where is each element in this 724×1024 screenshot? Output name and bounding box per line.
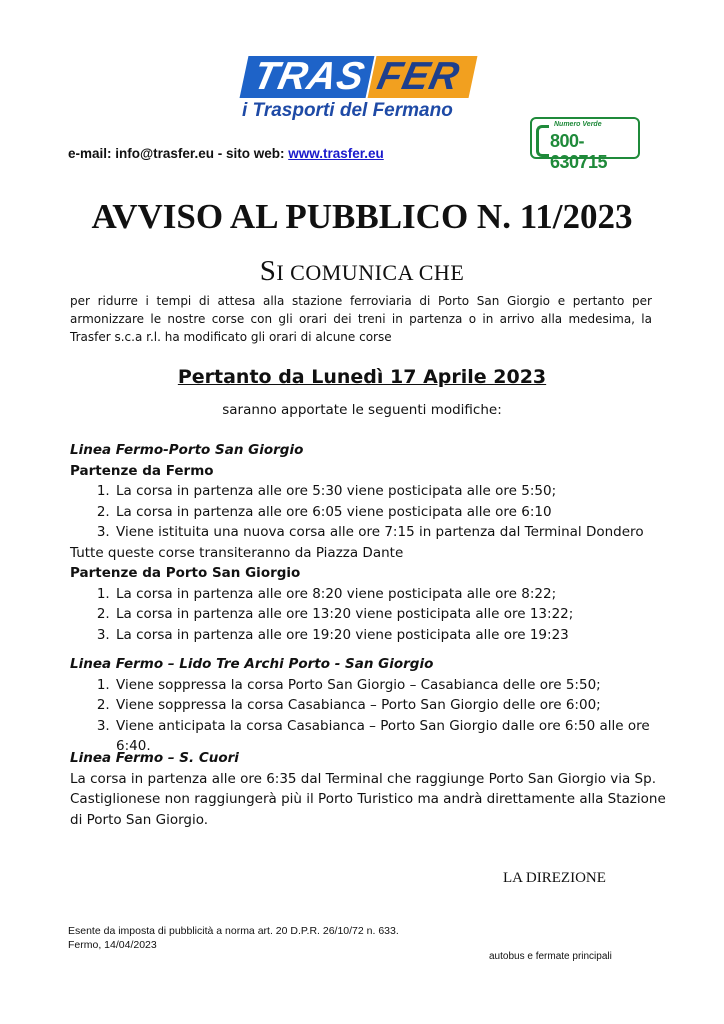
line-section-lido-tre-archi xyxy=(70,654,670,757)
line-title: Linea Fermo – S. Cuori xyxy=(70,750,239,766)
contact-email-text: e-mail: info@trasfer.eu - sito web: xyxy=(68,146,289,161)
effective-date-heading: Pertanto da Lunedì 17 Aprile 2023 xyxy=(177,366,547,388)
intro-paragraph: per ridurre i tempi di attesa alla stazione ferroviaria di Porto San Giorgio e pertanto per armonizzare le nostre corse con gli orari dei treni in partenza o in arrivo alla medesima, la Trasfer s.c.a r.l. ha modificato gli orari di alcune corse xyxy=(70,294,652,344)
list-item: 1. La corsa in partenza alle ore 8:20 viene posticipata alle ore 8:22; xyxy=(114,584,670,605)
footer-left xyxy=(68,924,399,952)
section-heading: Partenze da Fermo xyxy=(70,462,214,479)
section-heading: Partenze da Porto San Giorgio xyxy=(70,565,301,581)
line-section-fermo-psg xyxy=(70,440,670,645)
website-link[interactable]: www.trasfer.eu xyxy=(288,146,384,161)
logo-text-fer: FER xyxy=(368,56,478,98)
list-item: 2. Viene soppressa la corsa Casabianca – Porto San Giorgio delle ore 6:00; xyxy=(114,695,670,716)
section-note: Tutte queste corse transiteranno da Piazza Dante xyxy=(70,544,404,561)
numero-verde-label: Numero Verde xyxy=(554,121,602,128)
change-list xyxy=(70,584,670,646)
phone-icon xyxy=(536,125,549,157)
numero-verde-badge xyxy=(530,117,640,172)
line-paragraph: La corsa in partenza alle ore 6:35 dal Terminal che raggiunge Porto San Giorgio via Sp. Castiglionese non raggiungerà più il Porto Turistico ma andrà direttamente alla Stazione di Porto San Giorgio. xyxy=(70,770,666,828)
logo-text-tras: TRAS xyxy=(240,56,375,98)
list-item: 2. La corsa in partenza alle ore 6:05 viene posticipata alle ore 6:10 xyxy=(114,502,670,523)
notice-title: AVVISO AL PUBBLICO N. 11/2023 xyxy=(91,197,633,236)
contact-line xyxy=(68,146,384,161)
line-section-s-cuori xyxy=(70,748,670,830)
signature: LA DIREZIONE xyxy=(503,870,606,886)
list-item: 3. Viene istituita una nuova corsa alle ore 7:15 in partenza dal Terminal Dondero xyxy=(114,522,670,543)
list-item: 1. La corsa in partenza alle ore 5:30 viene posticipata alle ore 5:50; xyxy=(114,481,670,502)
list-item: 3. La corsa in partenza alle ore 19:20 viene posticipata alle ore 19:23 xyxy=(114,625,670,646)
change-list xyxy=(70,481,670,543)
changes-intro: saranno apportate le seguenti modifiche: xyxy=(222,402,502,418)
change-list xyxy=(70,675,670,757)
logo-tagline: i Trasporti del Fermano xyxy=(242,100,453,121)
place-date: Fermo, 14/04/2023 xyxy=(68,939,157,951)
line-title: Linea Fermo-Porto San Giorgio xyxy=(70,442,304,458)
subtitle-initial: S xyxy=(259,255,277,287)
tax-note: Esente da imposta di pubblicità a norma art. 20 D.P.R. 26/10/72 n. 633. xyxy=(68,925,399,937)
list-item: 2. La corsa in partenza alle ore 13:20 viene posticipata alle ore 13:22; xyxy=(114,604,670,625)
notice-subtitle xyxy=(0,255,724,288)
footer-right-note: autobus e fermate principali xyxy=(489,951,612,962)
numero-verde-number: 800-630715 xyxy=(550,131,608,172)
list-item: 1. Viene soppressa la corsa Porto San Giorgio – Casabianca delle ore 5:50; xyxy=(114,675,670,696)
list-item: 3. Viene anticipata la corsa Casabianca – Porto San Giorgio dalle ore 6:50 alle ore 6:40. xyxy=(114,716,670,757)
subtitle-rest: I COMUNICA CHE xyxy=(276,260,465,285)
line-title: Linea Fermo – Lido Tre Archi Porto - San Giorgio xyxy=(70,656,434,672)
trasfer-logo xyxy=(238,56,490,126)
